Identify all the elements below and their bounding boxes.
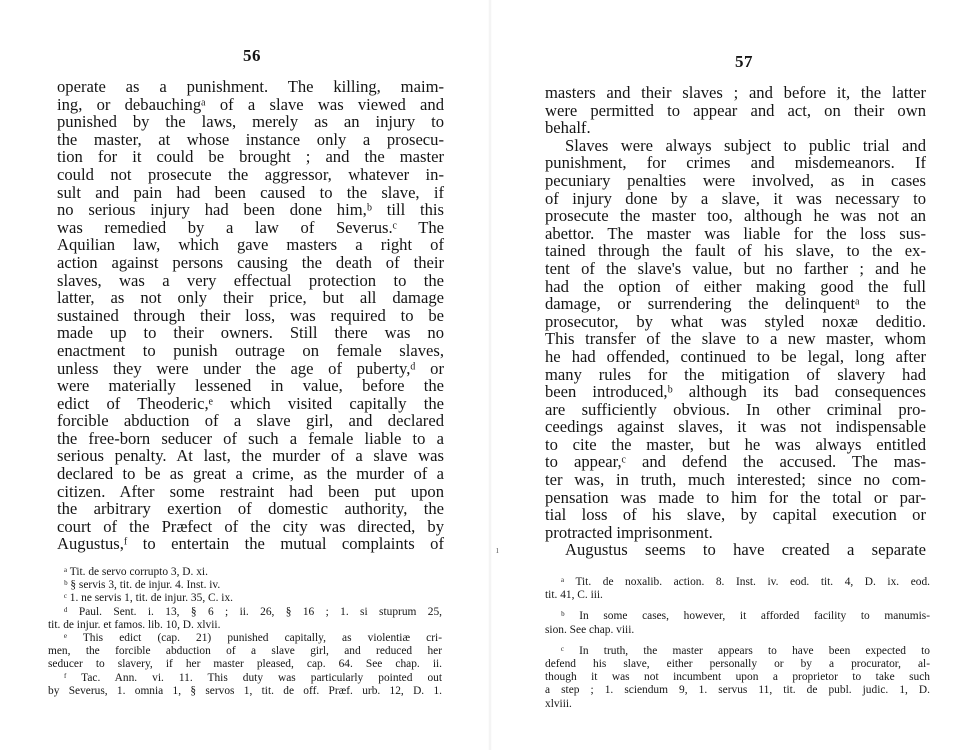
text-line: tial loss of his slave, by capital execution or <box>545 505 926 525</box>
text-line: had the option of either making good the full <box>545 276 926 296</box>
footnote-line: ᵃ Tit. de noxalib. action. 8. Inst. iv. eod. tit. 4, D. ix. eod. <box>561 576 930 588</box>
text-line: This transfer of the slave to a new master, whom <box>545 329 926 349</box>
text-line: abettor. The master was liable for the loss sus- <box>545 223 926 243</box>
text-line: tent of the slave's value, but no farther ; and he <box>545 258 926 278</box>
footnote-line: ᵈ Paul. Sent. i. 13, § 6 ; ii. 26, § 16 ; 1. si stuprum 25, <box>64 605 442 618</box>
text-line: slaves, was a very effectual protection to the <box>57 270 444 290</box>
footnote-line: sion. See chap. viii. <box>545 623 635 636</box>
footnote-line: tit. de injur. et famos. lib. 10, D. xlvii. <box>48 618 221 631</box>
footnote-line: ᶜ 1. ne servis 1, tit. de injur. 35, C. ix. <box>64 592 234 605</box>
text-line: prosecutor, by what was styled noxæ deditio. <box>545 311 926 331</box>
footnote-line: seducer to slavery, if her master pleased, cap. 64. See chap. ii. <box>48 658 442 671</box>
text-line: edict of Theoderic,ᵉ which visited capitally the <box>57 393 444 413</box>
text-line: behalf. <box>545 118 591 138</box>
footnotes-right <box>545 576 930 711</box>
footnote-line: tit. 41, C. iii. <box>545 589 603 602</box>
footnote-line: ᶜ In truth, the master appears to have been expected to <box>561 644 930 657</box>
text-line: latter, as not only their price, but all damage <box>57 288 444 308</box>
text-line: are sufficiently obvious. In other criminal pro- <box>545 399 926 419</box>
text-line: the arbitrary exertion of domestic authority, the <box>57 499 444 519</box>
text-line: protracted imprisonment. <box>545 522 713 542</box>
text-line: punished by the laws, merely as an injury to <box>57 112 444 132</box>
text-line: citizen. After some restraint had been put upon <box>57 481 444 501</box>
text-line: prosecute the master too, although he was not an <box>545 206 926 226</box>
page-number-left: 56 <box>243 46 261 65</box>
text-line: pecuniary penalties were involved, as in cases <box>545 170 926 190</box>
text-line: operate as a punishment. The killing, maim- <box>57 77 444 96</box>
text-line: of injury done by a slave, it was necessary to <box>545 188 926 208</box>
text-line: to appear,ᶜ and defend the accused. The mas- <box>545 452 926 472</box>
text-line: court of the Præfect of the city was directed, by <box>57 516 444 536</box>
footnote-line: men, the forcible abduction of a slave girl, and reduced her <box>48 645 442 658</box>
text-line: Augustus,ᶠ to entertain the mutual complaints of <box>57 534 444 554</box>
text-line: action against persons causing the death of their <box>57 252 444 272</box>
footnote-line: ᵃ Tit. de servo corrupto 3, D. xi. <box>64 566 208 578</box>
text-line: masters and their slaves ; and before it, the latter <box>545 83 926 102</box>
text-line: the master, at whose instance only a prosecu- <box>57 129 444 149</box>
footnotes-left <box>48 566 442 698</box>
text-line: could not prosecute the aggressor, whatever in- <box>57 164 444 184</box>
footnote-line: though it was not incumbent upon a proprietor to take such <box>545 671 930 684</box>
text-line: unless they were under the age of puberty,ᵈ or <box>57 358 444 378</box>
footnote-line: xlviii. <box>545 697 572 710</box>
text-line: declared to be as great a crime, as the murder of a <box>57 464 444 484</box>
text-line: many rules for the mitigation of slavery had <box>545 364 926 384</box>
footnote-line: ᵇ In some cases, however, it afforded facility to manumis- <box>561 610 930 623</box>
page-number-right: 57 <box>735 52 753 71</box>
text-line: no serious injury had been done him,ᵇ till this <box>57 200 444 220</box>
footnote-line: defend his slave, either personally or by a procurator, al- <box>545 658 930 671</box>
text-line: sult and pain had been caused to the slave, if <box>57 182 444 202</box>
text-line: tion for it could be brought ; and the master <box>57 147 444 167</box>
text-line: Aquilian law, which gave masters a right of <box>57 235 444 255</box>
footnote-gap <box>545 602 930 610</box>
text-line: been introduced,ᵇ although its bad consequences <box>545 382 926 402</box>
text-line: forcible abduction of a slave girl, and declared <box>57 411 444 431</box>
text-line: the free-born seducer of such a female liable to a <box>57 428 444 448</box>
text-line: was remedied by a law of Severus.ᶜ The <box>57 217 444 237</box>
text-line: to cite the master, but he was always entitled <box>545 434 926 454</box>
text-line: serious penalty. At last, the murder of a slave was <box>57 446 444 466</box>
text-line: sustained through their loss, was required to be <box>57 305 444 325</box>
text-line: were materially lessened in value, before the <box>57 376 444 396</box>
gutter-mark: ı <box>496 545 499 556</box>
text-line: ter was, in truth, much interested; since no com- <box>545 470 926 490</box>
footnote-line: a step ; 1. sciendum 9, 1. servus 11, tit. de publ. judic. 1, D. <box>545 684 930 697</box>
text-line: punishment, for crimes and misdemeanors. If <box>545 153 926 173</box>
text-line: Slaves were always subject to public trial and <box>565 135 926 155</box>
footnote-line: ᶠ Tac. Ann. vi. 11. This duty was particularly pointed out <box>64 671 442 684</box>
footnote-line: ᵇ § servis 3, tit. de injur. 4. Inst. iv. <box>64 579 221 592</box>
text-line: damage, or surrendering the delinquentᵃ to the <box>545 294 926 314</box>
text-line: ing, or debauchingᵃ of a slave was viewed and <box>57 94 444 114</box>
body-text-right <box>545 84 926 559</box>
footnote-line: by Severus, 1. omnia 1, § servos 1, tit. de off. Præf. urb. 12, D. 1. <box>48 684 442 697</box>
text-line: tained through the fault of his slave, to the ex- <box>545 241 926 261</box>
text-line: pensation was made to him for the total or par- <box>545 487 926 507</box>
right-page <box>490 0 980 750</box>
footnote-gap <box>545 637 930 645</box>
text-line: he had offended, continued to be legal, long after <box>545 346 926 366</box>
text-line: made up to their owners. Still there was no <box>57 323 444 343</box>
text-line: ceedings against slaves, it was not indispensable <box>545 417 926 437</box>
text-line: were permitted to appear and act, on their own <box>545 100 926 120</box>
body-text-left <box>57 78 444 553</box>
footnote-line: ᵉ This edict (cap. 21) punished capitally, as violentiæ cri- <box>64 632 442 645</box>
text-line: enactment to punish outrage on female slaves, <box>57 340 444 360</box>
text-line: Augustus seems to have created a separate <box>565 540 926 560</box>
